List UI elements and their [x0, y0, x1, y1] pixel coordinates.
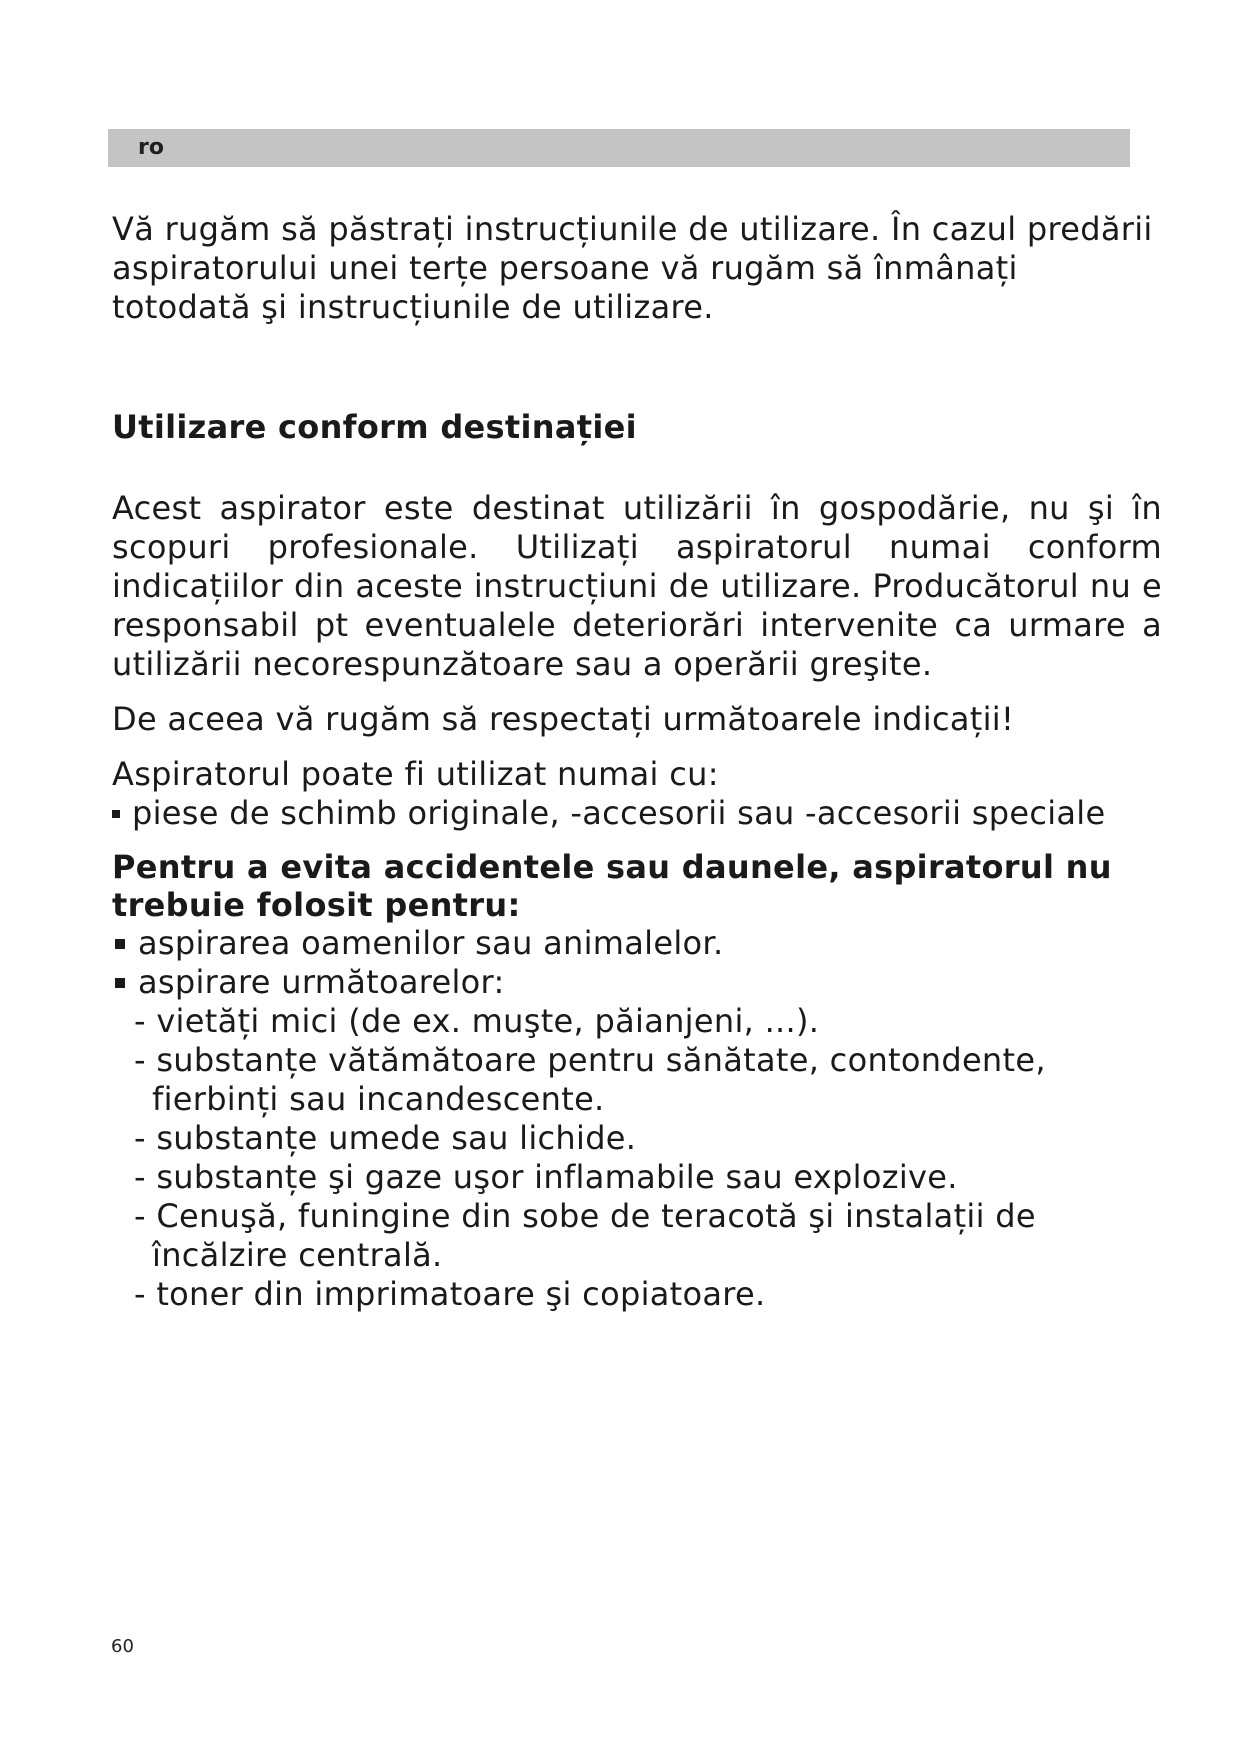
sub-list-item: - substanțe şi gaze uşor inflamabile sau explozive.: [134, 1158, 958, 1196]
warning-heading: Pentru a evita accidentele sau daunele, aspiratorul nu trebuie folosit pentru:: [112, 848, 1112, 924]
page-content: [112, 210, 1162, 1314]
bullet-square-icon: [115, 978, 125, 988]
list-item: [112, 963, 1162, 1002]
usage-line: Aspiratorul poate fi utilizat numai cu:: [112, 755, 719, 793]
language-header-bar: [108, 129, 1130, 167]
list-item: [112, 924, 1162, 963]
intended-use-paragraph: Acest aspirator este destinat utilizării în gospodărie, nu şi în scopuri profesionale. Utilizați aspiratorul numai conform indicațiilor din aceste instrucțiuni de utilizare. Producătorul nu e responsabil pt eventualele deteriorări intervenite ca urmare a utilizării necorespunzătoare sau a operării greşite.: [112, 489, 1162, 683]
bullet-square-icon: [115, 939, 125, 949]
notice-paragraph: De aceea vă rugăm să respectați următoarele indicații!: [112, 700, 1015, 738]
sub-list-item: - substanțe umede sau lichide.: [134, 1119, 637, 1157]
intro-paragraph: Vă rugăm să păstrați instrucțiunile de utilizare. În cazul predării aspiratorului unei terțe persoane vă rugăm să înmânați totodată şi instrucțiunile de utilizare.: [112, 210, 1153, 326]
page-number: 60: [111, 1636, 134, 1657]
section-heading: Utilizare conform destinației: [112, 408, 637, 446]
usage-bullet-text: piese de schimb originale, -accesorii sau -accesorii speciale: [132, 794, 1106, 832]
warning-bullet-text: aspirare următoarelor:: [138, 963, 505, 1001]
substance-list: [112, 1002, 1162, 1314]
list-item: [112, 794, 1162, 833]
sub-list-item: - vietăți mici (de ex. muşte, păianjeni, ...).: [134, 1002, 820, 1040]
warning-list: [112, 924, 1162, 1002]
sub-list-item: - Cenuşă, funingine din sobe de teracotă şi instalații de încălzire centrală.: [134, 1197, 1036, 1274]
sub-list-item: - substanțe vătămătoare pentru sănătate, contondente, fierbinți sau incandescente.: [134, 1041, 1046, 1118]
language-code: ro: [138, 135, 164, 160]
usage-list: [112, 794, 1162, 833]
sub-list-item: - toner din imprimatoare şi copiatoare.: [134, 1275, 766, 1313]
warning-bullet-text: aspirarea oamenilor sau animalelor.: [138, 924, 724, 962]
bullet-square-icon: [112, 810, 120, 818]
